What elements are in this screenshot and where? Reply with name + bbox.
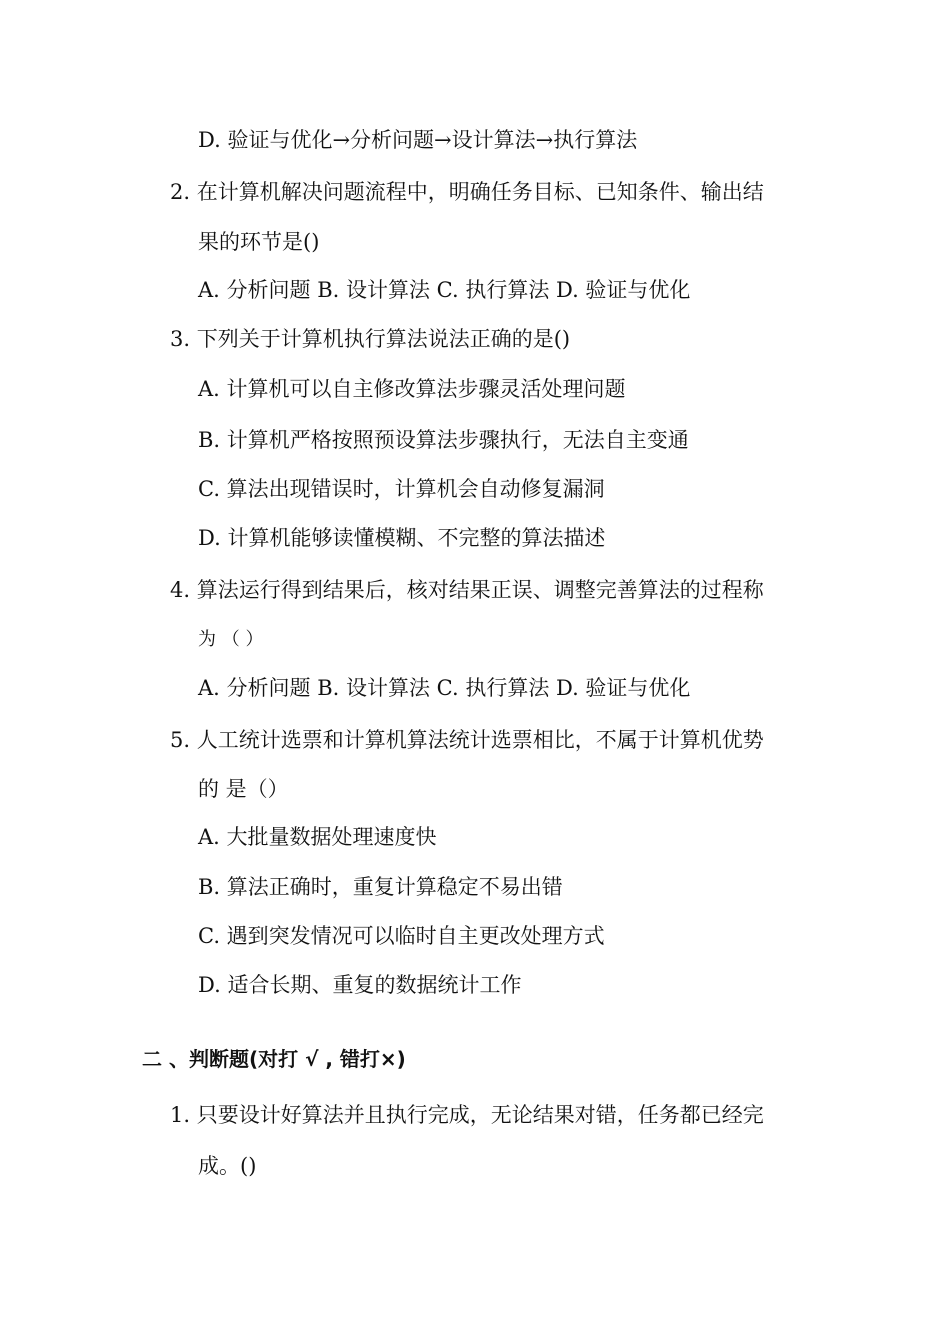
tf-question-1: 1. 只要设计好算法并且执行完成，无论结果对错，任务都已经完 xyxy=(170,1103,764,1127)
question-5-continued: 的 是（） xyxy=(198,777,289,801)
question-3: 3. 下列关于计算机执行算法说法正确的是() xyxy=(170,327,571,351)
question-3-option-b: B. 计算机严格按照预设算法步骤执行，无法自主变通 xyxy=(198,428,689,452)
question-2: 2. 在计算机解决问题流程中，明确任务目标、已知条件、输出结 xyxy=(170,180,764,204)
question-5-option-d: D. 适合长期、重复的数据统计工作 xyxy=(198,973,522,997)
question-5-option-b: B. 算法正确时，重复计算稳定不易出错 xyxy=(198,875,563,899)
section-heading-true-false: 二 、判断题(对打 √ , 错打×) xyxy=(142,1047,406,1071)
question-3-option-c: C. 算法出现错误时，计算机会自动修复漏洞 xyxy=(198,477,605,501)
q1-option-d: D. 验证与优化→分析问题→设计算法→执行算法 xyxy=(198,128,638,152)
question-3-option-d: D. 计算机能够读懂模糊、不完整的算法描述 xyxy=(198,526,606,550)
question-5-option-c: C. 遇到突发情况可以临时自主更改处理方式 xyxy=(198,924,605,948)
question-4: 4. 算法运行得到结果后，核对结果正误、调整完善算法的过程称 xyxy=(170,578,764,602)
question-4-options: A. 分析问题 B. 设计算法 C. 执行算法 D. 验证与优化 xyxy=(198,676,691,700)
tf-question-1-continued: 成。() xyxy=(198,1154,257,1178)
question-2-options: A. 分析问题 B. 设计算法 C. 执行算法 D. 验证与优化 xyxy=(198,278,691,302)
question-4-continued: 为 （ ） xyxy=(198,629,264,650)
question-2-continued: 果的环节是() xyxy=(198,230,320,254)
question-5: 5. 人工统计选票和计算机算法统计选票相比，不属于计算机优势 xyxy=(170,728,764,752)
question-5-option-a: A. 大批量数据处理速度快 xyxy=(198,825,437,849)
question-3-option-a: A. 计算机可以自主修改算法步骤灵活处理问题 xyxy=(198,377,626,401)
